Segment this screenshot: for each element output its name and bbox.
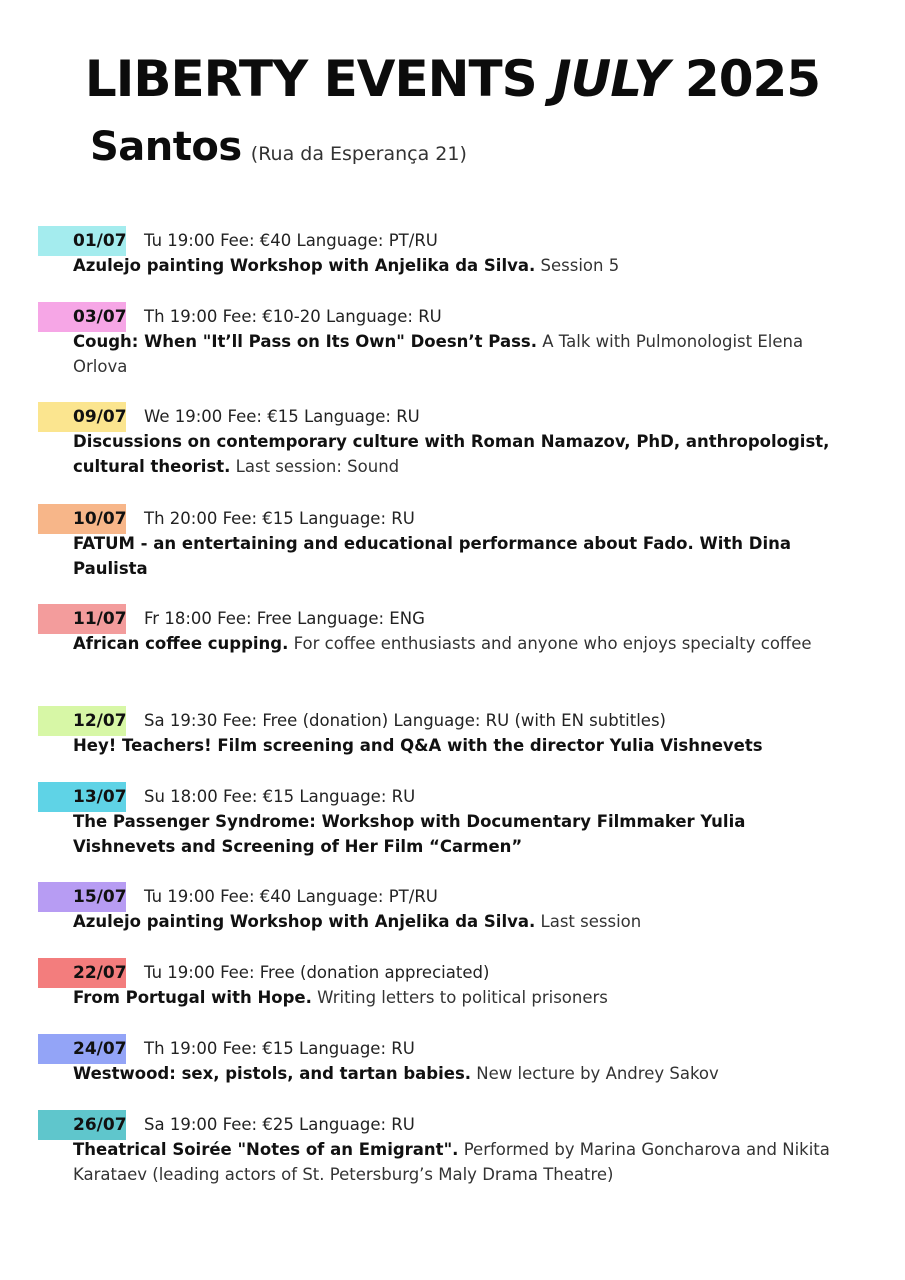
event-date: 09/07	[73, 407, 127, 427]
event-item	[0, 504, 905, 578]
title-month: JULY	[553, 50, 669, 108]
event-item	[0, 302, 905, 376]
event-description	[73, 1061, 843, 1086]
event-title: Hey! Teachers! Film screening and Q&A with the director Yulia Vishnevets	[73, 736, 763, 755]
event-description	[73, 329, 843, 379]
event-meta: Fr 18:00 Fee: Free Language: ENG	[144, 609, 425, 628]
event-description	[73, 733, 843, 758]
event-description	[73, 985, 843, 1010]
title-main: LIBERTY EVENTS	[84, 50, 537, 108]
event-title: From Portugal with Hope.	[73, 988, 312, 1007]
event-extra: Last session	[540, 912, 642, 931]
event-extra: Last session: Sound	[235, 457, 400, 476]
event-date: 03/07	[73, 307, 127, 327]
event-date: 24/07	[73, 1039, 127, 1059]
event-title: Westwood: sex, pistols, and tartan babies.	[73, 1064, 472, 1083]
event-meta: Sa 19:00 Fee: €25 Language: RU	[144, 1115, 415, 1134]
event-item	[0, 402, 905, 476]
event-date: 01/07	[73, 231, 127, 251]
event-extra: A Talk with Pulmonologist Elena Orlova	[73, 332, 804, 376]
event-title: Theatrical Soirée "Notes of an Emigrant".	[73, 1140, 459, 1159]
venue-address: (Rua da Esperança 21)	[250, 143, 467, 165]
event-date: 12/07	[73, 711, 127, 731]
page-title	[0, 44, 905, 114]
event-description	[73, 631, 843, 656]
event-date: 11/07	[73, 609, 127, 629]
event-item	[0, 1034, 905, 1083]
event-extra: Writing letters to political prisoners	[317, 988, 608, 1007]
event-description	[73, 1137, 843, 1187]
event-description	[73, 429, 843, 479]
event-extra: For coffee enthusiasts and anyone who enjoys specialty coffee	[293, 634, 812, 653]
event-description	[73, 809, 843, 859]
event-item	[0, 706, 905, 755]
event-title: Cough: When "It’ll Pass on Its Own" Doesn’t Pass.	[73, 332, 537, 351]
event-date: 26/07	[73, 1115, 127, 1135]
event-date: 10/07	[73, 509, 127, 529]
event-date: 13/07	[73, 787, 127, 807]
event-extra: Performed by Marina Goncharova and Nikita Karataev (leading actors of St. Petersburg’s Maly Drama Theatre)	[73, 1140, 830, 1184]
event-extra: New lecture by Andrey Sakov	[476, 1064, 719, 1083]
event-meta: Th 20:00 Fee: €15 Language: RU	[144, 509, 415, 528]
event-meta: Tu 19:00 Fee: €40 Language: PT/RU	[144, 887, 438, 906]
event-description	[73, 531, 843, 581]
event-meta: Tu 19:00 Fee: Free (donation appreciated)	[144, 963, 490, 982]
event-item	[0, 782, 905, 856]
event-title: Azulejo painting Workshop with Anjelika da Silva.	[73, 912, 536, 931]
event-date: 22/07	[73, 963, 127, 983]
event-meta: Th 19:00 Fee: €15 Language: RU	[144, 1039, 415, 1058]
venue-name: Santos	[90, 124, 242, 170]
event-title: FATUM - an entertaining and educational performance about Fado. With Dina Paulista	[73, 534, 791, 578]
event-meta: Tu 19:00 Fee: €40 Language: PT/RU	[144, 231, 438, 250]
event-meta: Th 19:00 Fee: €10-20 Language: RU	[144, 307, 442, 326]
event-item	[0, 604, 905, 653]
event-meta: Su 18:00 Fee: €15 Language: RU	[144, 787, 416, 806]
event-title: The Passenger Syndrome: Workshop with Documentary Filmmaker Yulia Vishnevets and Screening of Her Film “Carmen”	[73, 812, 746, 856]
event-description	[73, 253, 843, 278]
event-meta: We 19:00 Fee: €15 Language: RU	[144, 407, 420, 426]
event-extra: Session 5	[540, 256, 620, 275]
event-item	[0, 226, 905, 275]
event-title: African coffee cupping.	[73, 634, 289, 653]
event-item	[0, 882, 905, 931]
event-title: Discussions on contemporary culture with Roman Namazov, PhD, anthropologist, cultural theorist.	[73, 432, 830, 476]
event-meta: Sa 19:30 Fee: Free (donation) Language: RU (with EN subtitles)	[144, 711, 666, 730]
venue-heading	[90, 124, 467, 170]
event-date: 15/07	[73, 887, 127, 907]
title-year: 2025	[684, 50, 821, 108]
event-description	[73, 909, 843, 934]
event-item	[0, 958, 905, 1007]
event-title: Azulejo painting Workshop with Anjelika da Silva.	[73, 256, 536, 275]
event-item	[0, 1110, 905, 1184]
